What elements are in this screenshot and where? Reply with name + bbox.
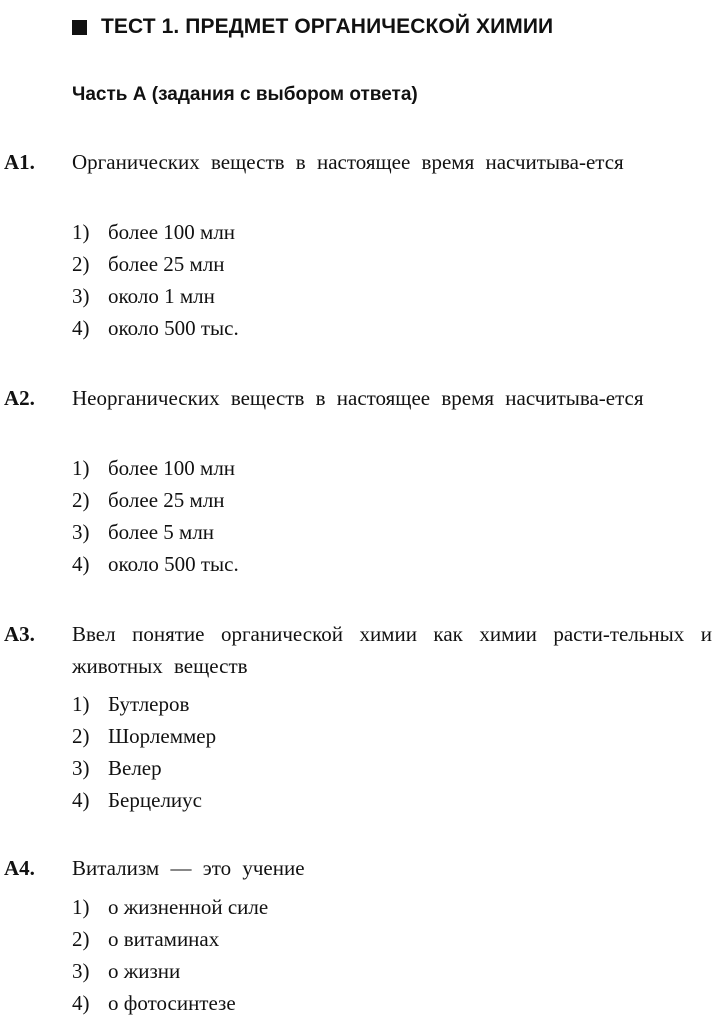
option-number: 4) bbox=[72, 315, 90, 340]
option-number: 4) bbox=[72, 787, 90, 812]
option-number: 3) bbox=[72, 958, 90, 983]
answer-options bbox=[72, 216, 239, 344]
answer-option bbox=[72, 452, 239, 484]
answer-options bbox=[72, 891, 268, 1019]
option-number: 2) bbox=[72, 487, 90, 512]
answer-option bbox=[72, 280, 239, 312]
answer-option bbox=[72, 955, 268, 987]
option-text: более 25 млн bbox=[108, 251, 225, 276]
answer-option bbox=[72, 548, 239, 580]
option-number: 2) bbox=[72, 723, 90, 748]
option-text: о витаминах bbox=[108, 926, 220, 951]
option-text: Велер bbox=[108, 755, 162, 780]
option-text: более 100 млн bbox=[108, 219, 236, 244]
option-number: 2) bbox=[72, 251, 90, 276]
question-text: Неорганических веществ в настоящее время насчитыва-ется bbox=[72, 386, 644, 410]
option-number: 2) bbox=[72, 926, 90, 951]
option-number: 3) bbox=[72, 519, 90, 544]
option-number: 3) bbox=[72, 755, 90, 780]
answer-option bbox=[72, 688, 216, 720]
option-text: около 1 млн bbox=[108, 283, 215, 308]
answer-option bbox=[72, 784, 216, 816]
answer-options bbox=[72, 452, 239, 580]
option-text: о фотосинтезе bbox=[108, 990, 236, 1015]
option-text: более 5 млн bbox=[108, 519, 215, 544]
answer-option bbox=[72, 720, 216, 752]
option-text: о жизни bbox=[108, 958, 181, 983]
test-title-text: ТЕСТ 1. ПРЕДМЕТ ОРГАНИЧЕСКОЙ ХИМИИ bbox=[101, 15, 554, 38]
question-number: А1. bbox=[4, 150, 35, 174]
option-number: 1) bbox=[72, 219, 90, 244]
option-text: Бутлеров bbox=[108, 691, 190, 716]
square-bullet-icon bbox=[72, 20, 87, 35]
option-number: 4) bbox=[72, 551, 90, 576]
answer-option bbox=[72, 312, 239, 344]
question-text: Ввел понятие органической химии как химии расти-тельных и животных веществ bbox=[72, 622, 712, 678]
option-number: 1) bbox=[72, 455, 90, 480]
option-text: более 25 млн bbox=[108, 487, 225, 512]
answer-option bbox=[72, 987, 268, 1019]
question-text: Витализм — это учение bbox=[72, 856, 305, 880]
option-number: 4) bbox=[72, 990, 90, 1015]
option-text: около 500 тыс. bbox=[108, 315, 239, 340]
answer-option bbox=[72, 484, 239, 516]
question-text: Органических веществ в настоящее время насчитыва-ется bbox=[72, 150, 624, 174]
option-text: Шорлеммер bbox=[108, 723, 217, 748]
option-text: около 500 тыс. bbox=[108, 551, 239, 576]
answer-option bbox=[72, 216, 239, 248]
answer-option bbox=[72, 891, 268, 923]
option-number: 1) bbox=[72, 691, 90, 716]
option-text: Берцелиус bbox=[108, 787, 202, 812]
option-text: более 100 млн bbox=[108, 455, 236, 480]
option-text: о жизненной силе bbox=[108, 894, 269, 919]
part-heading: Часть А (задания с выбором ответа) bbox=[72, 84, 418, 105]
question-number: А3. bbox=[4, 622, 35, 646]
answer-option bbox=[72, 752, 216, 784]
answer-option bbox=[72, 923, 268, 955]
answer-option bbox=[72, 248, 239, 280]
answer-options bbox=[72, 688, 216, 816]
test-title bbox=[72, 12, 553, 42]
answer-option bbox=[72, 516, 239, 548]
question-number: А2. bbox=[4, 386, 35, 410]
option-number: 3) bbox=[72, 283, 90, 308]
question-number: А4. bbox=[4, 856, 35, 880]
option-number: 1) bbox=[72, 894, 90, 919]
